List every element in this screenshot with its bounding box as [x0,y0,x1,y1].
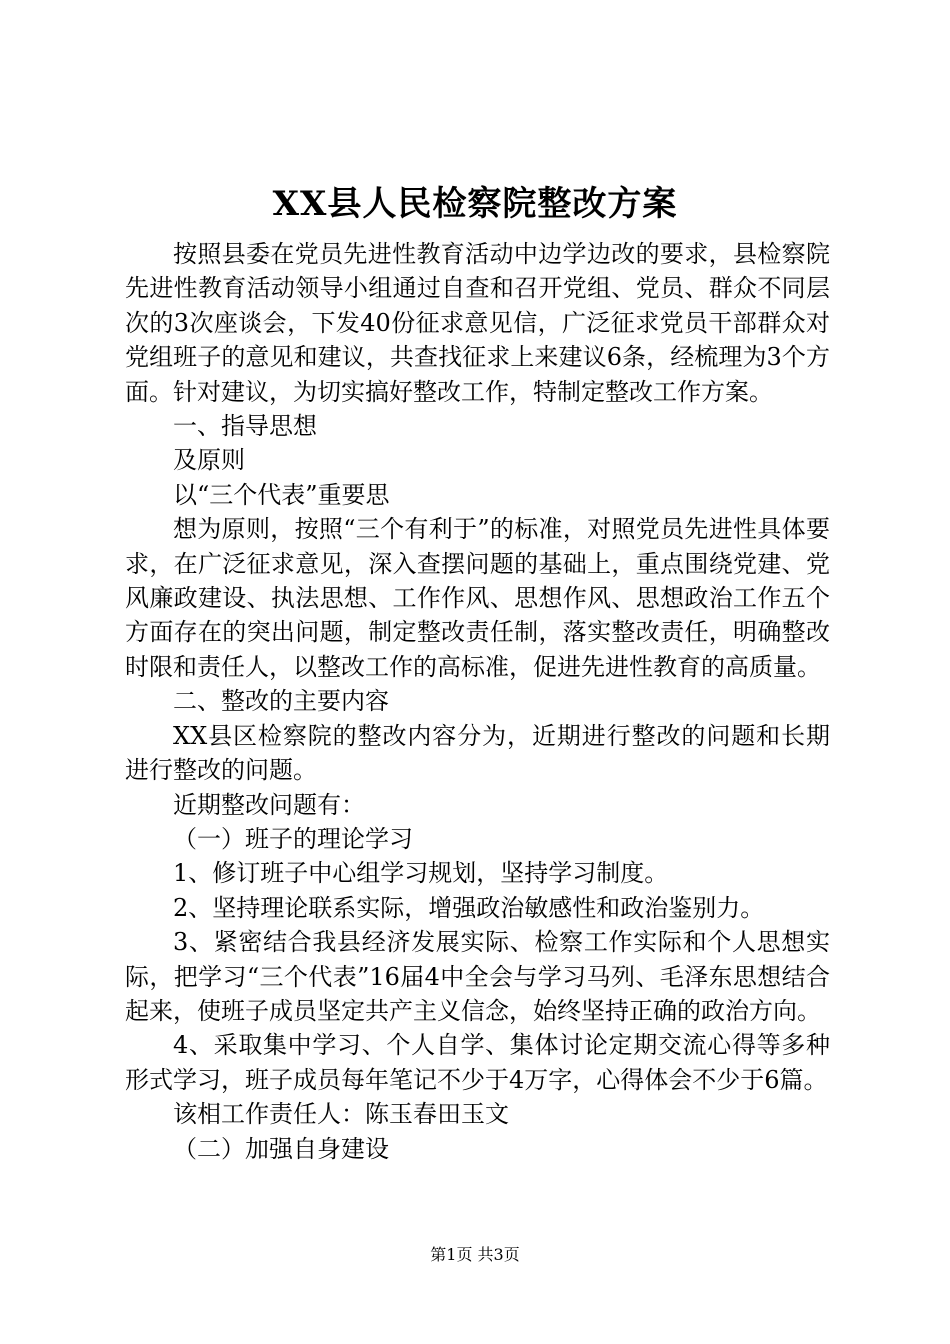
document-body [125,237,830,1166]
list-item-3: 3、紧密结合我县经济发展实际、检察工作实际和个人思想实际，把学习“三个代表”16届4中全会与学习马列、毛泽东思想结合起来，使班子成员坚定共产主义信念，始终坚持正确的政治方向。 [125,928,830,1025]
near-term-issues-label: 近期整改问题有： [173,790,365,819]
list-item-4: 4、采取集中学习、个人自学、集体讨论定期交流心得等多种形式学习，班子成员每年笔记不少于4万字，心得体会不少于6篇。 [125,1031,830,1094]
subsection-heading-self-building: （二）加强自身建设 [173,1134,389,1163]
main-content-paragraph: XX县区检察院的整改内容分为，近期进行整改的问题和长期进行整改的问题。 [125,721,830,785]
document-title: XX县人民检察院整改方案 [272,184,678,224]
list-item-1: 1、修订班子中心组学习规划，坚持学习制度。 [173,859,669,888]
section-heading-guiding-thought: 一、指导思想 [173,412,317,441]
page-footer: 第1页 共3页 [430,1245,520,1264]
section-heading-principle: 及原则 [173,446,245,475]
responsible-persons: 该相工作责任人：陈玉春田玉文 [173,1100,509,1129]
list-item-2: 2、坚持理论联系实际，增强政治敏感性和政治鉴别力。 [173,893,765,922]
intro-paragraph: 按照县委在党员先进性教育活动中边学边改的要求，县检察院先进性教育活动领导小组通过自查和召开党组、党员、群众不同层次的3次座谈会，下发40份征求意见信，广泛征求党员干部群众对党组班子的意见和建议，共查找征求上来建议6条，经梳理为3个方面。针对建议，为切实搞好整改工作，特制定整改工作方案。 [125,240,830,406]
section-heading-main-content: 二、整改的主要内容 [173,687,389,716]
subsection-heading-theory-study: （一）班子的理论学习 [173,824,413,853]
guiding-thought-line: 以“三个代表”重要思 [173,480,390,509]
guiding-thought-paragraph: 想为原则，按照“三个有利于”的标准，对照党员先进性具体要求，在广泛征求意见，深入查摆问题的基础上，重点围绕党建、党风廉政建设、执法思想、工作作风、思想作风、思想政治工作五个方面存在的突出问题，制定整改责任制，落实整改责任，明确整改时限和责任人，以整改工作的高标准，促进先进性教育的高质量。 [125,515,830,681]
